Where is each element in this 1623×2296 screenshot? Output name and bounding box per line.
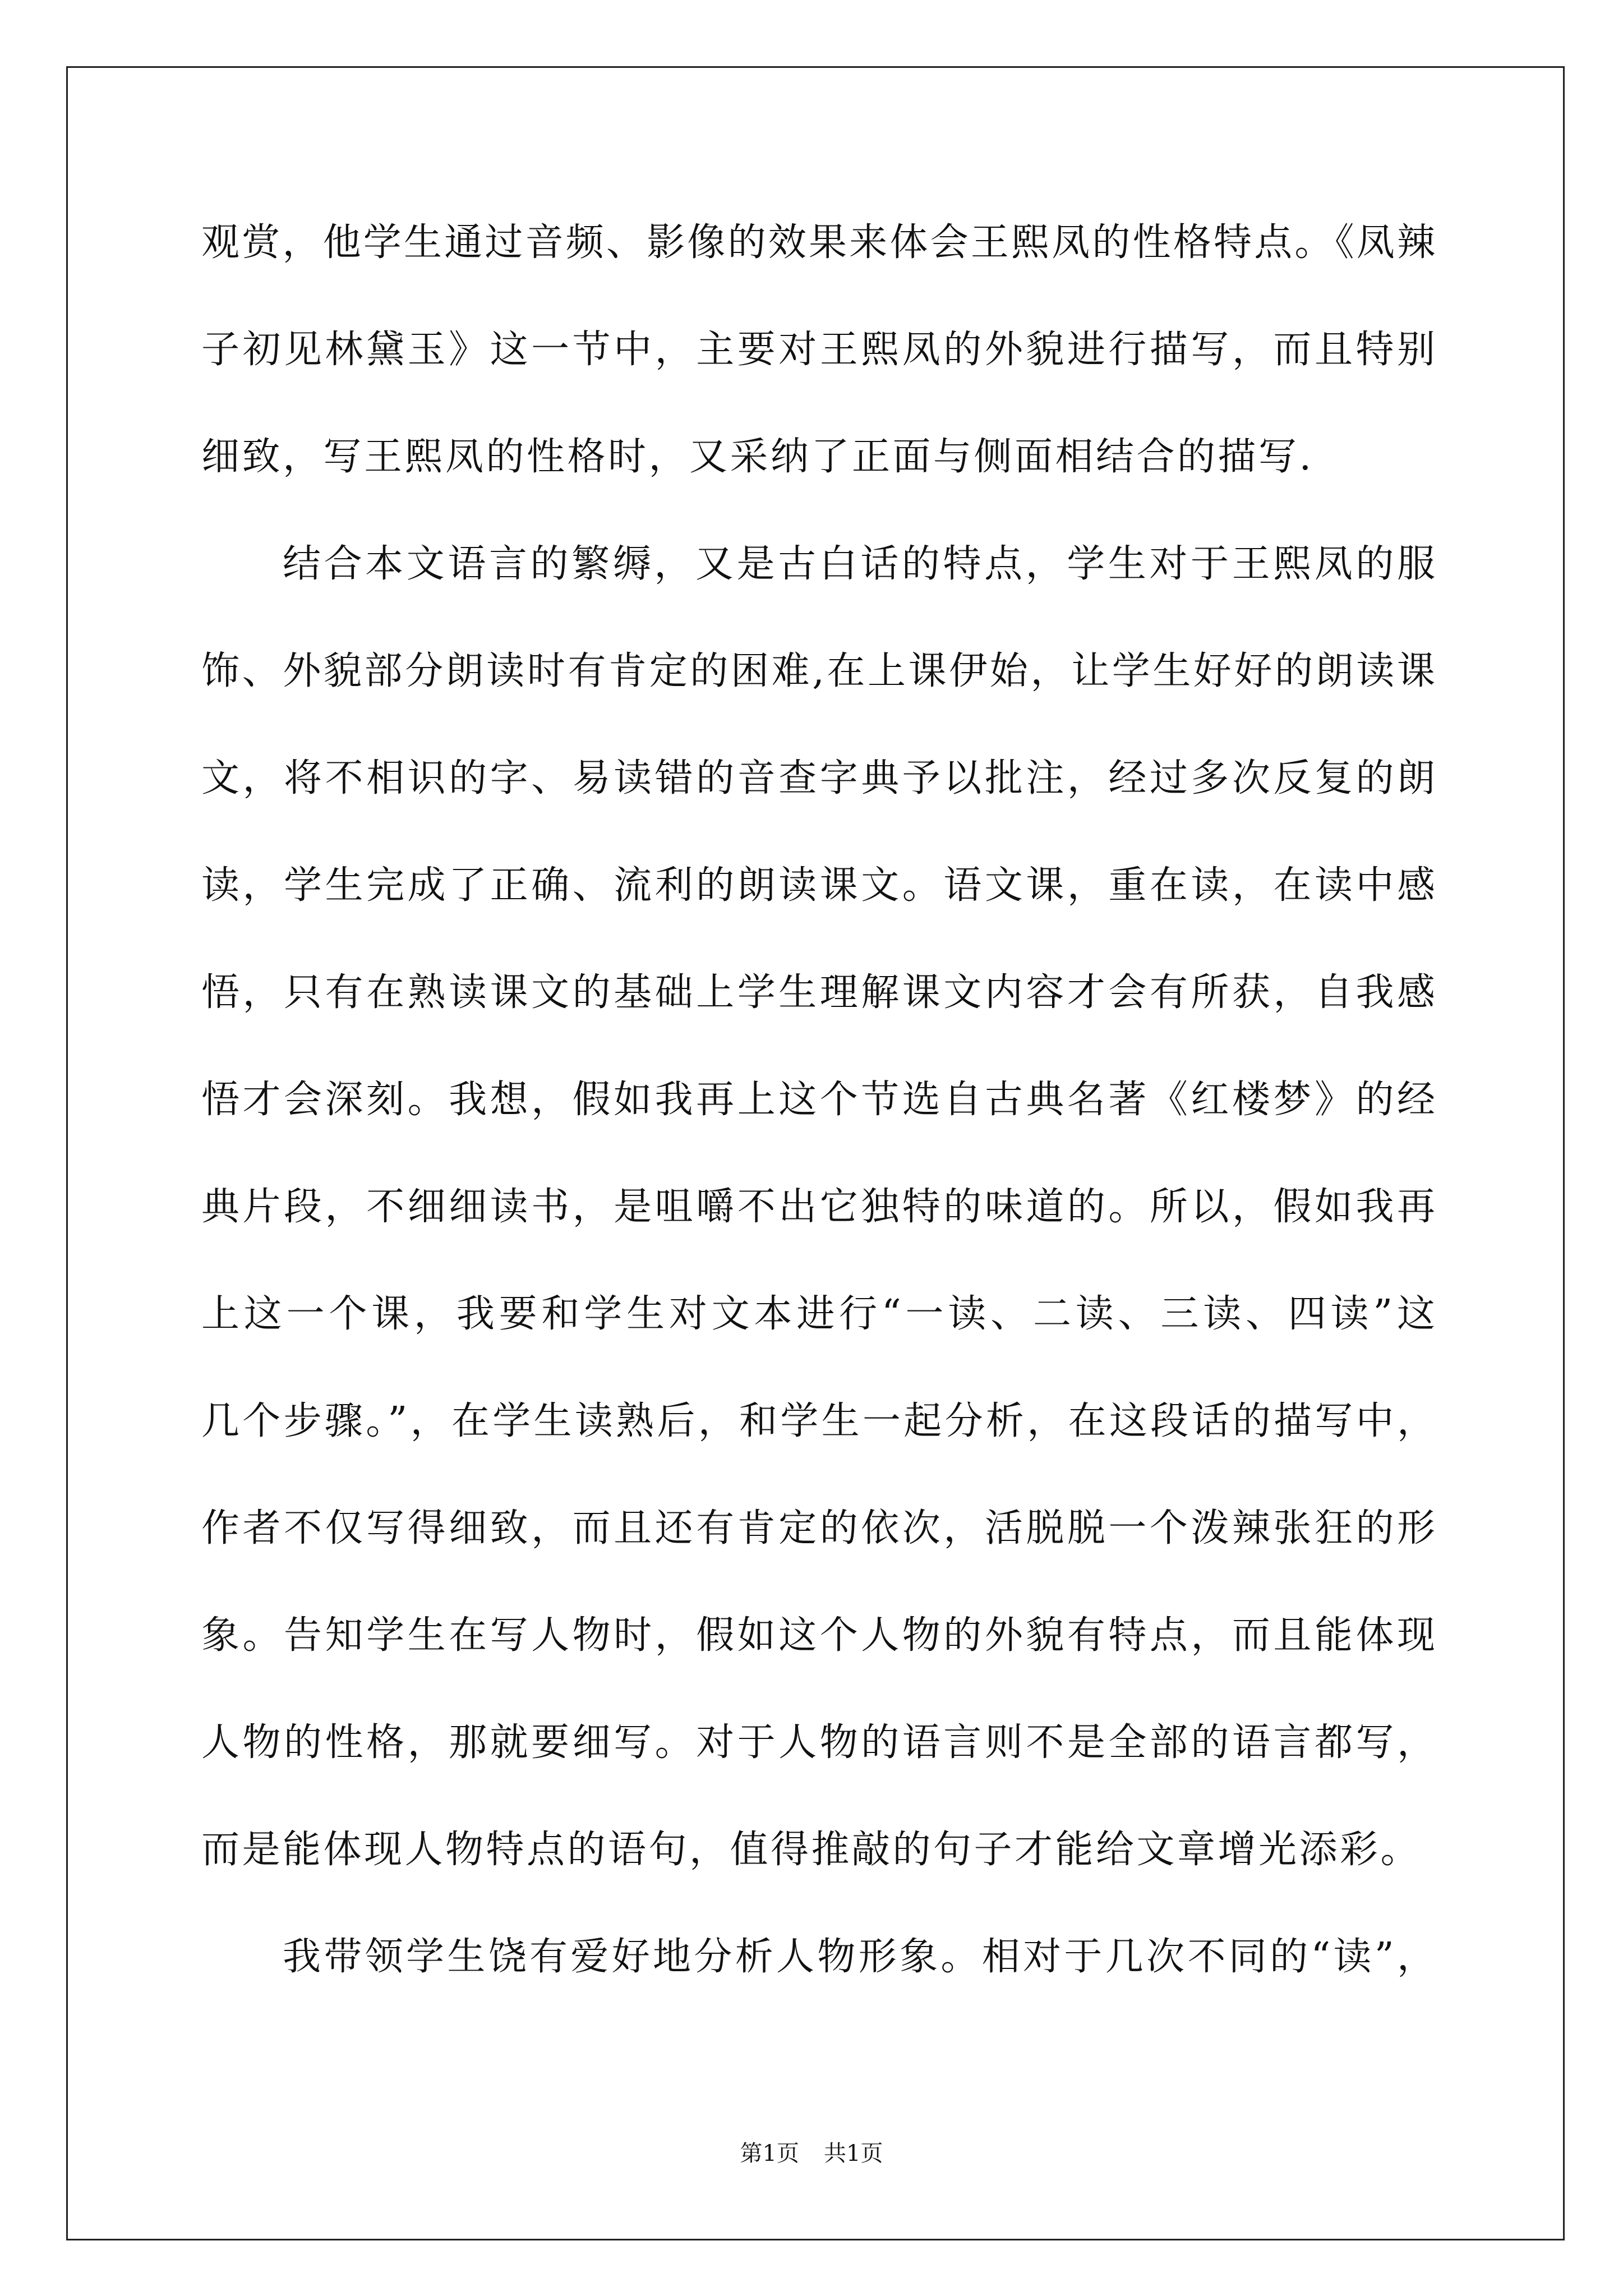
text-line: 上这一个课，我要和学生对文本进行“一读、二读、三读、四读”这	[201, 1292, 1435, 1336]
text-line: 结合本文语言的繁缛，又是古白话的特点，学生对于王熙凤的服	[283, 542, 1435, 586]
current-page-label: 第1页	[740, 2141, 799, 2166]
page-footer	[0, 2139, 1623, 2168]
text-line: 子初见林黛玉》这一节中，主要对王熙凤的外貌进行描写，而且特别	[201, 328, 1435, 372]
text-line: 读，学生完成了正确、流利的朗读课文。语文课，重在读，在读中感	[201, 863, 1435, 908]
text-line: 几个步骤。”，在学生读熟后，和学生一起分析，在这段话的描写中，	[201, 1399, 1435, 1443]
text-line: 细致，写王熙凤的性格时，又采纳了正面与侧面相结合的描写.	[201, 435, 1314, 479]
text-line: 悟才会深刻。我想，假如我再上这个节选自古典名著《红楼梦》的经	[201, 1078, 1435, 1122]
text-line: 象。告知学生在写人物时，假如这个人物的外貌有特点，而且能体现	[201, 1613, 1435, 1658]
text-line: 我带领学生饶有爱好地分析人物形象。相对于几次不同的“读”，	[283, 1935, 1435, 1979]
text-line: 饰、外貌部分朗读时有肯定的困难,在上课伊始，让学生好好的朗读课	[201, 649, 1435, 693]
page-border	[66, 66, 1565, 2240]
text-line: 典片段，不细细读书，是咀嚼不出它独特的味道的。所以，假如我再	[201, 1185, 1435, 1229]
text-line: 作者不仅写得细致，而且还有肯定的依次，活脱脱一个泼辣张狂的形	[201, 1506, 1435, 1550]
text-line: 悟，只有在熟读课文的基础上学生理解课文内容才会有所获，自我感	[201, 970, 1435, 1015]
text-line: 而是能体现人物特点的语句，值得推敲的句子才能给文章增光添彩。	[201, 1828, 1422, 1872]
text-line: 人物的性格，那就要细写。对于人物的语言则不是全部的语言都写，	[201, 1720, 1435, 1765]
text-line: 观赏，他学生通过音频、影像的效果来体会王熙凤的性格特点。《凤辣	[201, 220, 1435, 265]
text-line: 文，将不相识的字、易读错的音查字典予以批注，经过多次反复的朗	[201, 756, 1435, 800]
total-pages-label: 共1页	[824, 2141, 883, 2166]
